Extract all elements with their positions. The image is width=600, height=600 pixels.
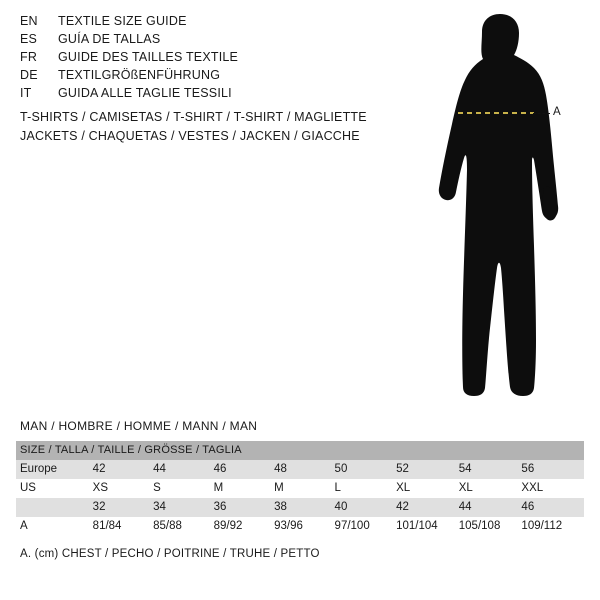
category-list (20, 110, 420, 148)
table-title-man: MAN / HOMBRE / HOMME / MANN / MAN (20, 419, 258, 433)
language-code-es: ES (20, 32, 38, 46)
table-row (16, 460, 584, 479)
cell-a-3: 93/96 (274, 517, 334, 536)
cell-usnum-1: 34 (153, 498, 213, 517)
language-text-de: TEXTILGRÖßENFÜHRUNG (58, 68, 221, 82)
body-figure (410, 10, 600, 400)
table-header-row (16, 441, 584, 460)
cell-a-0: 81/84 (93, 517, 153, 536)
cell-us-1: S (153, 479, 213, 498)
cell-us-0: XS (93, 479, 153, 498)
language-code-en: EN (20, 14, 38, 28)
category-jackets: JACKETS / CHAQUETAS / VESTES / JACKEN / GIACCHE (20, 129, 360, 143)
cell-usnum-0: 32 (93, 498, 153, 517)
table-row (16, 498, 584, 517)
male-silhouette-icon (410, 10, 600, 400)
cell-europe-2: 46 (214, 460, 274, 479)
language-text-fr: GUIDE DES TAILLES TEXTILE (58, 50, 239, 64)
language-code-it: IT (20, 86, 32, 100)
cell-us-2: M (214, 479, 274, 498)
measure-leader-line (533, 113, 550, 114)
table-row (16, 479, 584, 498)
language-row-de (20, 68, 360, 86)
row-label-us-numeric (16, 498, 93, 517)
language-row-es (20, 32, 360, 50)
row-label-europe: Europe (16, 460, 93, 479)
language-list (20, 14, 360, 104)
row-label-us: US (16, 479, 93, 498)
cell-us-4: L (335, 479, 397, 498)
category-tshirts: T-SHIRTS / CAMISETAS / T-SHIRT / T-SHIRT / MAGLIETTE (20, 110, 367, 124)
cell-a-6: 105/108 (459, 517, 522, 536)
cell-europe-5: 52 (396, 460, 459, 479)
table-header-label: SIZE / TALLA / TAILLE / GRÖSSE / TAGLIA (16, 441, 584, 460)
cell-a-4: 97/100 (335, 517, 397, 536)
cell-a-2: 89/92 (214, 517, 274, 536)
cell-usnum-5: 42 (396, 498, 459, 517)
cell-a-5: 101/104 (396, 517, 459, 536)
cell-us-6: XL (459, 479, 522, 498)
language-text-es: GUÍA DE TALLAS (58, 32, 161, 46)
cell-a-7: 109/112 (521, 517, 584, 536)
language-row-it (20, 86, 360, 104)
cell-usnum-7: 46 (521, 498, 584, 517)
cell-a-1: 85/88 (153, 517, 213, 536)
row-label-a: A (16, 517, 93, 536)
cell-us-7: XXL (521, 479, 584, 498)
cell-us-3: M (274, 479, 334, 498)
cell-usnum-6: 44 (459, 498, 522, 517)
cell-europe-0: 42 (93, 460, 153, 479)
language-code-fr: FR (20, 50, 38, 64)
language-row-en (20, 14, 360, 32)
cell-usnum-3: 38 (274, 498, 334, 517)
language-text-en: TEXTILE SIZE GUIDE (58, 14, 187, 28)
cell-europe-1: 44 (153, 460, 213, 479)
measurement-note: A. (cm) CHEST / PECHO / POITRINE / TRUHE / PETTO (20, 548, 320, 560)
language-code-de: DE (20, 68, 38, 82)
cell-europe-6: 54 (459, 460, 522, 479)
cell-us-5: XL (396, 479, 459, 498)
cell-usnum-4: 40 (335, 498, 397, 517)
cell-usnum-2: 36 (214, 498, 274, 517)
cell-europe-3: 48 (274, 460, 334, 479)
measure-label-a: A (553, 106, 562, 118)
table-row (16, 517, 584, 536)
language-row-fr (20, 50, 360, 68)
cell-europe-7: 56 (521, 460, 584, 479)
cell-europe-4: 50 (335, 460, 397, 479)
language-text-it: GUIDA ALLE TAGLIE TESSILI (58, 86, 232, 100)
size-table (16, 441, 584, 536)
